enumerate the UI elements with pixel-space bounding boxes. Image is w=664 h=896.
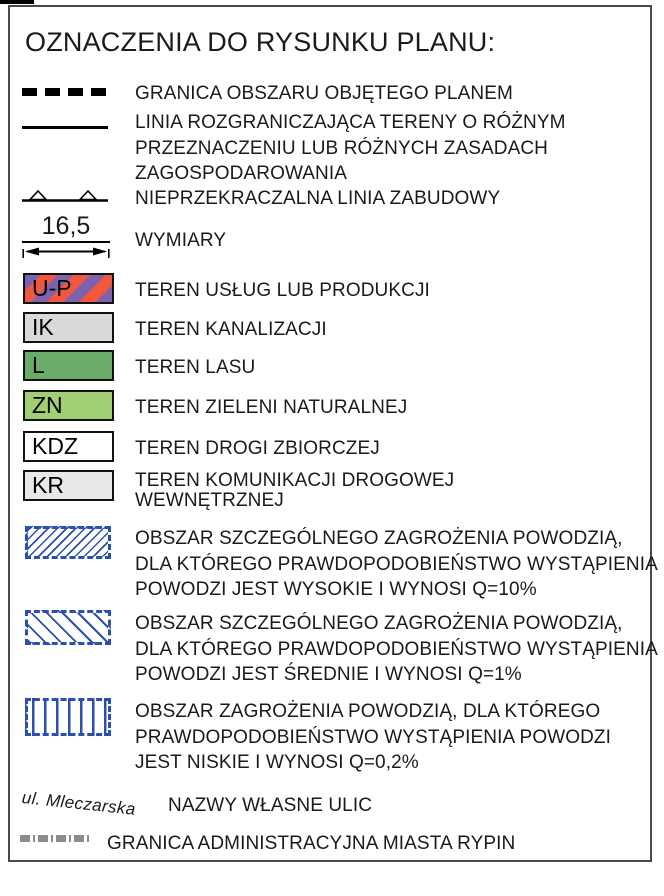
plan-boundary-label: GRANICA OBSZARU OBJĘTEGO PLANEM bbox=[135, 83, 513, 104]
flood-low-line2: PRAWDOPODOBIEŃSTWO WYSTĄPIENIA POWODZI bbox=[135, 726, 612, 748]
admin-boundary-line-symbol bbox=[20, 835, 90, 842]
zone-swatch-zn bbox=[23, 390, 114, 421]
zone-label-zn: TEREN ZIELENI NATURALNEJ bbox=[135, 397, 408, 418]
legend-panel bbox=[8, 5, 658, 862]
zone-label-kr-line2: WEWNĘTRZNEJ bbox=[135, 489, 284, 511]
zone-label-up: TEREN USŁUG LUB PRODUKCJI bbox=[135, 280, 430, 301]
zone-code-zn: ZN bbox=[32, 392, 63, 418]
zone-label-kr-line1: TEREN KOMUNIKACJI DROGOWEJ bbox=[135, 470, 455, 491]
zone-label-l: TEREN LASU bbox=[135, 357, 256, 378]
flood-hazard-high-swatch bbox=[25, 526, 111, 559]
dimension-value: 16,5 bbox=[22, 212, 110, 243]
flood-high-line3: POWODZI JEST WYSOKIE I WYNOSI Q=10% bbox=[135, 579, 537, 600]
dividing-line-label-line1: LINIA ROZGRANICZAJĄCA TERENY O RÓŻNYM bbox=[135, 112, 566, 133]
flood-medium-line3: POWODZI JEST ŚREDNIE I WYNOSI Q=1% bbox=[135, 664, 522, 685]
zone-code-kr: KR bbox=[32, 472, 64, 498]
flood-hazard-high-label bbox=[135, 526, 658, 603]
flood-hazard-medium-swatch bbox=[25, 610, 111, 645]
zone-code-kdz: KDZ bbox=[32, 433, 78, 459]
dividing-line-symbol bbox=[22, 126, 108, 129]
dividing-line-label-line2: PRZEZNACZENIU LUB RÓŻNYCH ZASADACH bbox=[135, 137, 548, 159]
building-setback-line-symbol bbox=[22, 188, 108, 203]
dimensions-label: WYMIARY bbox=[135, 230, 227, 251]
zone-label-kr bbox=[135, 471, 454, 510]
zone-label-kdz: TEREN DROGI ZBIORCZEJ bbox=[135, 438, 380, 459]
zone-swatch-l bbox=[23, 350, 114, 381]
zone-swatch-kr bbox=[23, 470, 114, 501]
zone-label-ik: TEREN KANALIZACJI bbox=[135, 319, 327, 340]
zone-swatch-kdz bbox=[23, 431, 114, 462]
admin-boundary-label: GRANICA ADMINISTRACYJNA MIASTA RYPIN bbox=[107, 833, 516, 854]
dimension-arrow-icon bbox=[22, 245, 110, 258]
zone-code-l: L bbox=[32, 352, 45, 378]
plan-boundary-line-symbol bbox=[22, 88, 108, 96]
flood-low-line3: JEST NISKIE I WYNOSI Q=0,2% bbox=[135, 752, 419, 773]
zone-swatch-up bbox=[23, 273, 114, 304]
dimension-symbol bbox=[22, 212, 110, 258]
flood-high-line2: DLA KTÓREGO PRAWDOPODOBIEŃSTWO WYSTĄPIENIA bbox=[135, 553, 658, 575]
flood-hazard-low-label bbox=[135, 699, 611, 776]
building-setback-label: NIEPRZEKRACZALNA LINIA ZABUDOWY bbox=[135, 188, 501, 209]
map-crop-remnant bbox=[0, 0, 34, 4]
zone-code-ik: IK bbox=[32, 314, 54, 340]
flood-hazard-low-swatch bbox=[25, 698, 111, 736]
dividing-line-label bbox=[135, 110, 566, 187]
zone-swatch-ik bbox=[23, 312, 114, 343]
flood-hazard-medium-label bbox=[135, 611, 658, 688]
flood-medium-line1: OBSZAR SZCZEGÓLNEGO ZAGROŻENIA POWODZIĄ, bbox=[135, 613, 623, 634]
flood-low-line1: OBSZAR ZAGROŻENIA POWODZIĄ, DLA KTÓREGO bbox=[135, 701, 601, 722]
flood-medium-line2: DLA KTÓREGO PRAWDOPODOBIEŃSTWO WYSTĄPIENIA bbox=[135, 638, 658, 660]
street-name-sample: ul. Mleczarska bbox=[21, 788, 137, 819]
flood-high-line1: OBSZAR SZCZEGÓLNEGO ZAGROŻENIA POWODZIĄ, bbox=[135, 528, 623, 549]
street-names-label: NAZWY WŁASNE ULIC bbox=[168, 795, 373, 816]
zone-code-up: U-P bbox=[32, 275, 72, 301]
legend-title: OZNACZENIA DO RYSUNKU PLANU: bbox=[25, 27, 496, 57]
dividing-line-label-line3: ZAGOSPODAROWANIA bbox=[135, 163, 348, 184]
